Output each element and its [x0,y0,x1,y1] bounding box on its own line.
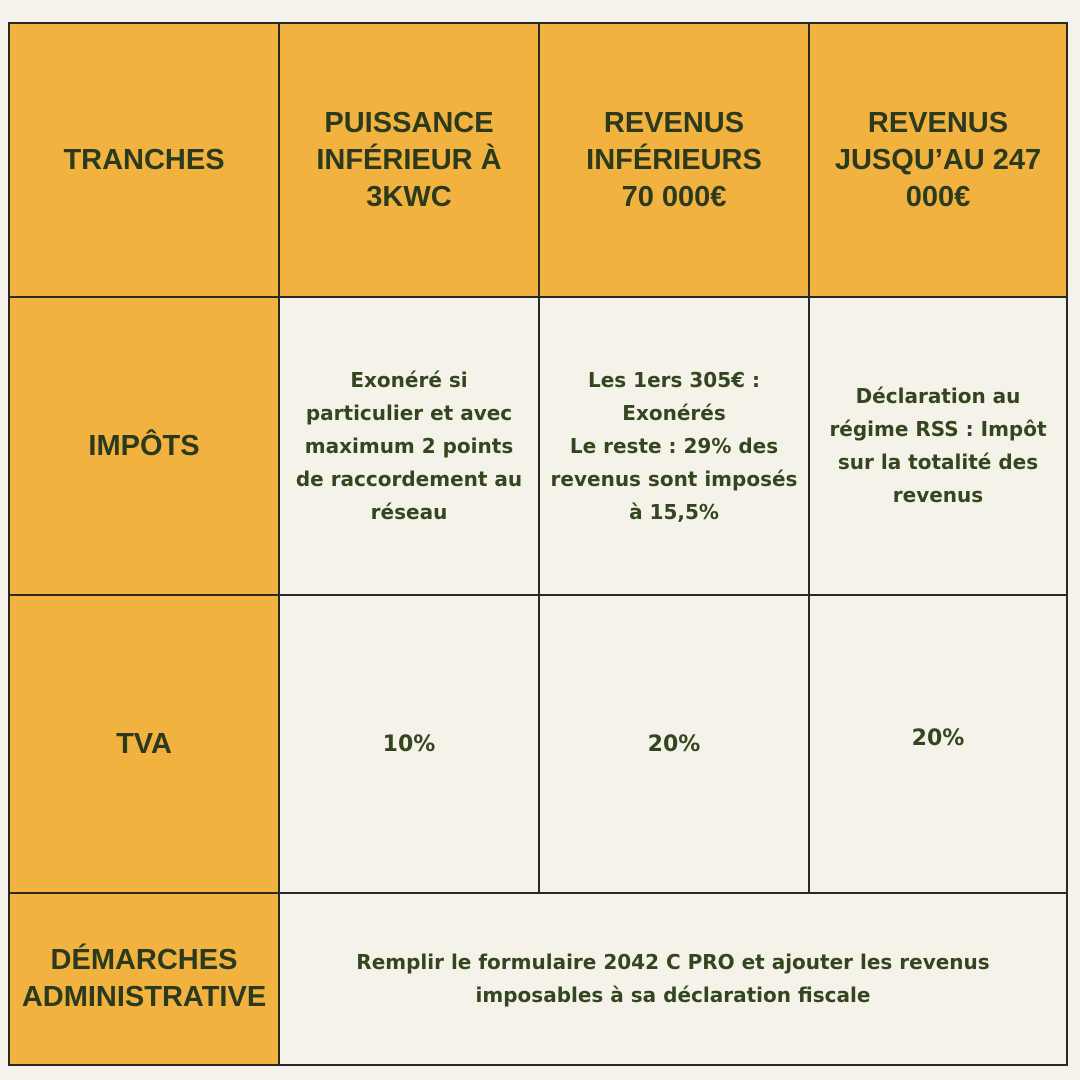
header-line: 3KWC [366,180,452,213]
cell-line: réseau [370,499,448,524]
header-tranches-label: TRANCHES [63,143,225,176]
cell-line: particulier et avec [305,400,513,425]
cell-line: revenus sont imposés [550,466,798,491]
tva-revenus-inferieurs-cell [538,594,810,894]
demarches-text-line: imposables à sa déclaration fiscale [475,983,871,1007]
cell-line: de raccordement au [295,466,523,491]
demarches-text-cell [278,892,1068,1066]
cell-line: revenus [892,483,984,507]
row-label-impots [8,296,280,596]
impots-revenus-jusqu-cell [808,296,1068,596]
header-line: REVENUS [867,106,1009,139]
cell-line: maximum 2 points [304,433,514,458]
demarches-label-line: ADMINISTRATIVE [21,981,267,1013]
impots-revenus-inferieurs-cell [538,296,810,596]
tva-puissance-cell [278,594,540,894]
tva-label: TVA [116,727,172,760]
header-line: INFÉRIEUR À [316,143,502,176]
tva-value: 20% [911,725,965,751]
row-label-tva [8,594,280,894]
cell-line: Le reste : 29% des [569,433,779,458]
tva-value: 10% [382,731,436,757]
header-line: REVENUS [603,106,745,139]
cell-line: Exonérés [622,400,726,425]
header-line: 000€ [905,180,971,213]
tax-comparison-table [8,22,1068,1066]
header-line: INFÉRIEURS [586,143,762,176]
cell-line: sur la totalité des [837,450,1039,474]
tva-value: 20% [647,731,701,757]
header-revenus-inferieurs [538,22,810,298]
cell-line: régime RSS : Impôt [829,417,1047,441]
cell-line: à 15,5% [629,499,719,524]
demarches-label-line: DÉMARCHES [50,944,238,976]
row-label-demarches [8,892,280,1066]
header-tranches [8,22,280,298]
tva-revenus-jusqu-cell [808,594,1068,894]
cell-line: Exonéré si [350,367,468,392]
demarches-text-line: Remplir le formulaire 2042 C PRO et ajouter les revenus [356,950,990,974]
header-revenus-jusqu [808,22,1068,298]
header-line: PUISSANCE [324,106,494,139]
impots-puissance-cell [278,296,540,596]
cell-line: Déclaration au [855,384,1021,408]
impots-label: IMPÔTS [88,429,200,462]
cell-line: Les 1ers 305€ : [587,367,760,392]
header-puissance [278,22,540,298]
header-line: 70 000€ [621,180,727,213]
header-line: JUSQU’AU 247 [834,143,1042,176]
